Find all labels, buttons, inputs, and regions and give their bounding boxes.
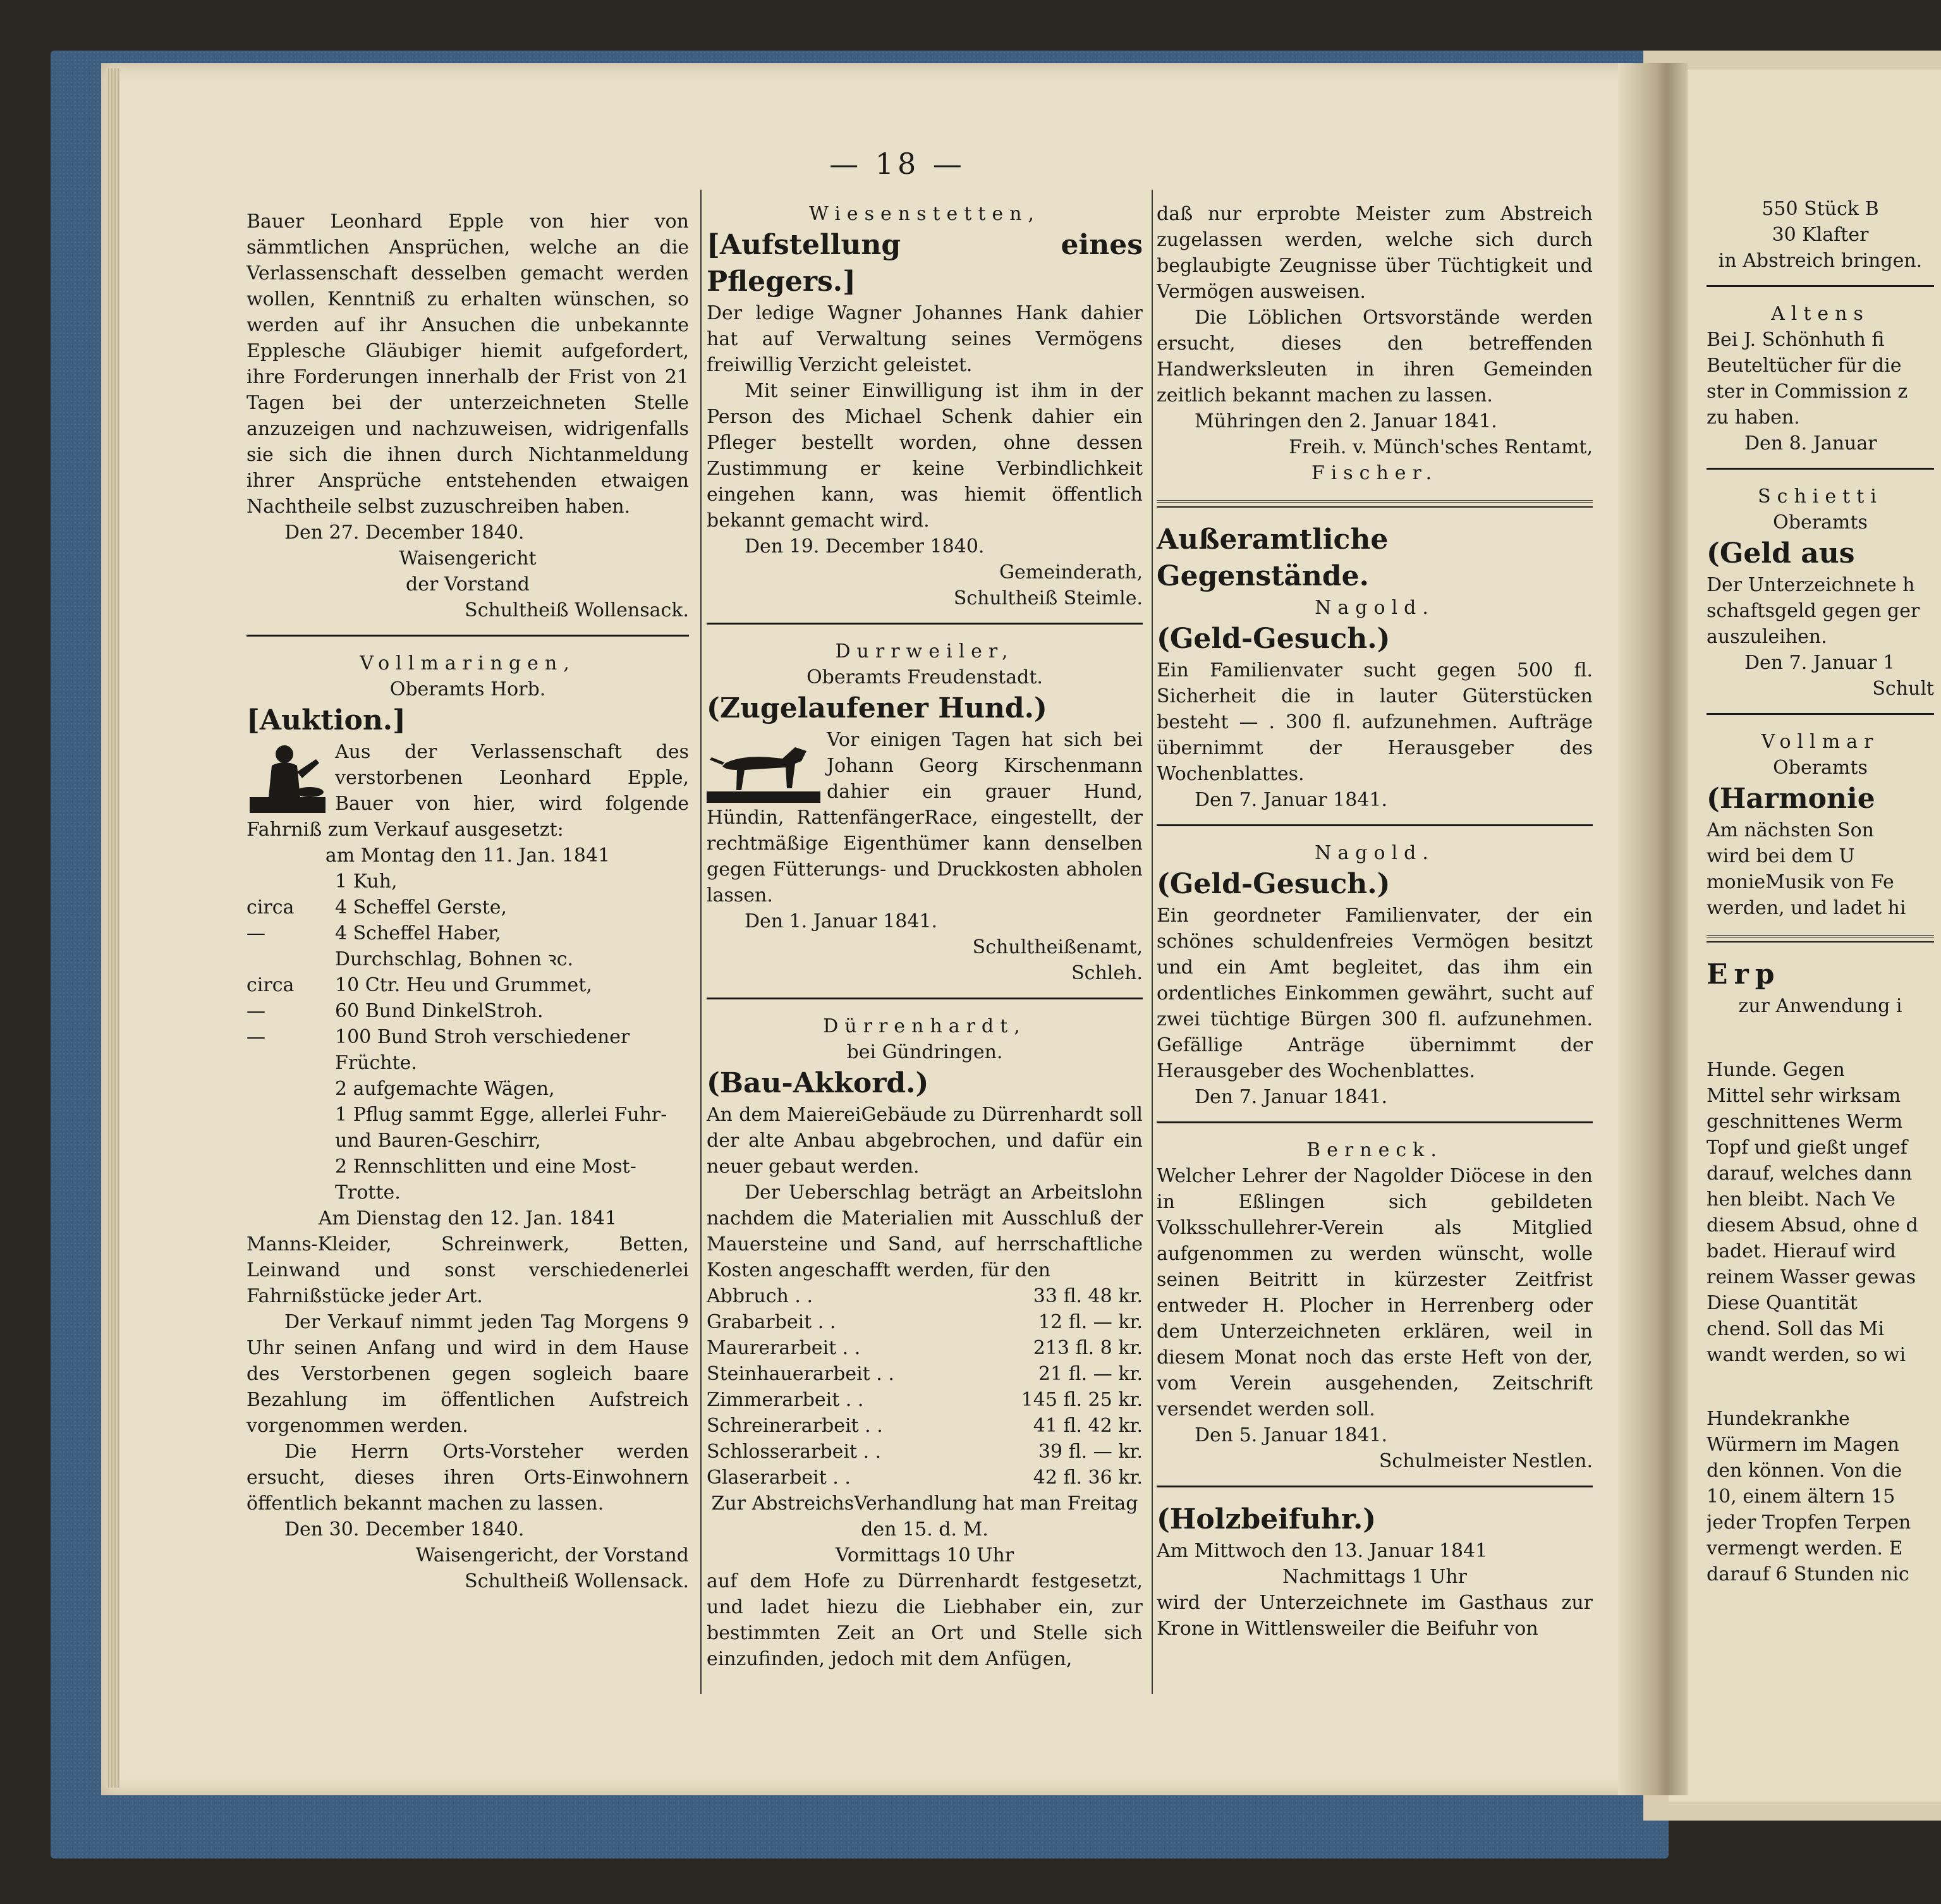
text-line: Diese Quantität [1707,1292,1858,1314]
divider [1707,285,1934,287]
place-heading: Nagold. [1315,597,1435,619]
text-line: ster in Commission z [1707,381,1908,403]
divider [707,623,1143,625]
text-line: Hundekrankhe [1707,1408,1850,1430]
paragraph: Am Mittwoch den 13. Januar 1841 [1157,1540,1488,1562]
item-qualifier [246,1076,335,1102]
text-line: den können. Von die [1707,1460,1902,1482]
signature: Schultheiß Wollensack. [465,599,689,621]
auction-item [246,1102,689,1154]
column-2 [707,201,1143,1672]
cost-row [707,1283,1143,1309]
date: Den 7. Januar 1841. [1195,789,1388,811]
auction-item [246,894,689,920]
date: Den 7. Januar 1 [1744,652,1895,674]
date: Den 7. Januar 1841. [1195,1086,1388,1108]
date: Den 27. December 1840. [284,522,525,544]
sub-heading: zur Anwendung i [1738,995,1902,1017]
text-line: darauf 6 Stunden nic [1707,1563,1909,1585]
auction-item [246,1024,689,1076]
item-text: 2 Rennschlitten und eine Most-Trotte. [335,1156,636,1204]
column-divider [1152,190,1153,1694]
paragraph: Die Löblichen Ortsvorstände werden ersucht, dieses den betreffenden Handwerksleuten in ihren Gemeinden zeitlich bekannt machen zu lassen. [1157,307,1593,406]
column-3 [1157,201,1593,1642]
paragraph: Ein Familienvater sucht gegen 500 fl. Sicherheit die in lauter Güterstücken besteht — . 300 fl. aufzunehmen. Aufträge übernimmt der Herausgeber des Wochenblattes. [1157,659,1593,785]
paragraph: Manns-Kleider, Schreinwerk, Betten, Leinwand und sonst verschiedenerlei Fahrnißstücke jeder Art. [246,1233,689,1307]
cost-item: Schreinerarbeit . . [707,1415,883,1437]
auction-item [246,1154,689,1205]
notice-title: (Geld aus [1707,537,1855,570]
section-title: Erp [1707,958,1781,991]
item-text: 1 Pflug sammt Egge, allerlei Fuhr- und Bauren-Geschirr, [335,1104,667,1152]
item-text: 2 aufgemachte Wägen, [335,1078,555,1100]
page-edges [106,68,120,1788]
paragraph: auf dem Hofe zu Dürrenhardt festgesetzt, und ladet hiezu die Liebhaber ein, zur bestimmten Zeit an Ort und Stelle sich einzufinden, jedoch mit dem Anfügen, [707,1570,1143,1670]
item-text: 10 Ctr. Heu und Grummet, [335,974,592,996]
item-qualifier [246,1102,335,1154]
cost-row [707,1413,1143,1439]
signature: Schultheißenamt, [972,936,1143,958]
text-line: chend. Soll das Mi [1707,1318,1885,1340]
oberamt: Oberamts [1773,511,1868,534]
date: Den 8. Januar [1744,432,1877,455]
item-text: 4 Scheffel Gerste, [335,896,508,918]
text-line: Topf und gießt ungef [1707,1137,1908,1159]
auction-day: am Montag den 11. Jan. 1841 [325,845,611,867]
cost-value: 42 fl. 36 kr. [1033,1467,1143,1489]
cost-value: 33 fl. 48 kr. [1033,1285,1143,1307]
signature: Schultheiß Wollensack. [465,1570,689,1592]
column-divider [700,190,702,1694]
place-heading: Dürrenhardt, [823,1015,1026,1037]
cost-value: 213 fl. 8 kr. [1033,1337,1143,1359]
cost-value: 41 fl. 42 kr. [1033,1415,1143,1437]
paragraph: Bauer Leonhard Epple von hier von sämmtlichen Ansprüchen, welche an die Verlassenschaft desselben gemacht werden wollen, Kenntniß zu erhalten wünschen, so werden auf ihr Ansuchen die unbekannte Epplesche Gläubiger hiemit aufgefordert, ihre Forderungen innerhalb der Frist von 21 Tagen bei der unterzeichneten Stelle anzuzeigen und nachzuweisen, widrigenfalls sie sich die ihnen durch Nichtanmeldung ihrer Ansprüche entstehenden etwaigen Nachtheile selbst zuzuschreiben haben. [246,211,689,518]
divider [707,998,1143,999]
auction-items [246,869,689,1205]
text-line: zu haben. [1707,406,1800,429]
divider [1157,824,1593,826]
column-1 [246,209,689,1594]
place-heading: Durrweiler, [835,640,1014,662]
section-rule [1157,500,1593,508]
signature: Schulmeister Nestlen. [1378,1450,1593,1472]
place-heading: Berneck. [1306,1139,1443,1161]
auction-item [246,920,689,946]
text-line: schaftsgeld gegen ger [1707,600,1920,622]
section-title: Außeramtliche Gegenstände. [1157,523,1389,592]
item-qualifier: — [246,922,265,944]
cost-item: Abbruch . . [707,1285,813,1307]
auction-item [246,998,689,1024]
place-heading: Vollmaringen, [360,652,576,674]
oberamt: Oberamts Horb. [389,678,546,700]
cost-row [707,1439,1143,1465]
cost-row [707,1335,1143,1361]
item-qualifier: circa [246,896,295,918]
notice-title: (Geld-Gesuch.) [1157,868,1390,900]
notice-title: [Aufstellung eines Pflegers.] [707,229,1143,298]
place-heading: Vollmar [1761,731,1880,753]
cost-item: Maurerarbeit . . [707,1337,861,1359]
date: Mühringen den 2. Januar 1841. [1195,410,1497,432]
notice-title: [Auktion.] [246,704,406,736]
cost-row [707,1387,1143,1413]
divider [1707,468,1934,470]
section-rule [1707,935,1934,943]
signature: Schult [1872,678,1934,700]
item-qualifier: — [246,1026,265,1048]
cost-table [707,1283,1143,1491]
place-heading: Schietti [1758,485,1883,508]
signature: Schultheiß Steimle. [953,587,1143,609]
text-line: darauf, welches dann [1707,1163,1913,1185]
date: Den 5. Januar 1841. [1195,1424,1388,1446]
cost-value: 39 fl. — kr. [1038,1441,1143,1463]
oberamt: Oberamts [1773,757,1868,779]
cost-item: Grabarbeit . . [707,1311,836,1333]
place-heading: Altens [1771,303,1870,325]
text-line: Beuteltücher für die [1707,355,1902,377]
signature: Schleh. [1071,962,1143,984]
auction-day: Am Dienstag den 12. Jan. 1841 [318,1207,618,1230]
paragraph: Der ledige Wagner Johannes Hank dahier hat auf Verwaltung seines Vermögens freiwillig Verzicht geleistet. [707,302,1143,376]
paragraph: Welcher Lehrer der Nagolder Diöcese in den in Eßlingen sich gebildeten Volksschullehrer-Verein als Mitglied aufgenommen zu werden wünscht, wolle seinen Beitritt in kürzester Zeitfrist entweder H. Plocher in Herrenberg oder dem Unterzeichneten erklären, weil in diesem Monat noch das erste Heft von der, vom Verein ausgehenden, Zeitschrift versendet werden soll. [1157,1165,1593,1420]
date: Den 1. Januar 1841. [745,910,938,932]
text-line: monieMusik von Fe [1707,871,1894,893]
text-line: 30 Klafter [1772,224,1869,246]
text-line: Hunde. Gegen [1707,1059,1845,1081]
sub-heading: bei Gündringen. [846,1041,1003,1063]
divider [1707,713,1934,715]
auction-illustration [246,740,329,816]
text-line: reinem Wasser gewas [1707,1266,1916,1288]
auction-item [246,869,689,894]
signature: Waisengericht [399,547,537,570]
cost-row [707,1361,1143,1387]
cost-item: Glaserarbeit . . [707,1467,851,1489]
text-line: Mittel sehr wirksam [1707,1085,1901,1107]
paragraph: daß nur erprobte Meister zum Abstreich zugelassen werden, welche sich durch beglaubigte Zeugnisse über Tüchtigkeit und Vermögen ausweisen. [1157,203,1593,303]
column-4 [1707,196,1934,1587]
divider [246,635,689,637]
notice-title: (Zugelaufener Hund.) [707,692,1047,724]
auction-item [246,1076,689,1102]
paragraph: Mit seiner Einwilligung ist ihm in der Person des Michael Schenk dahier ein Pfleger bestellt worden, ohne dessen Zustimmung er keine Verbindlichkeit eingehen kann, was hiemit öffentlich bekannt gemacht wird. [707,380,1143,532]
notice-title: (Harmonie [1707,783,1875,815]
text-line: 550 Stück B [1762,198,1879,220]
text-line: in Abstreich bringen. [1718,250,1923,272]
paragraph: An dem MaiereiGebäude zu Dürrenhardt soll der alte Anbau abgebrochen, und dafür ein neuer gebaut werden. [707,1104,1143,1178]
cost-row [707,1465,1143,1491]
paragraph: Vor einigen Tagen hat sich bei Johann Georg Kirschenmann dahier ein grauer Hund, Hündin, RattenfängerRace, eingestellt, der rechtmäßige Eigenthümer kann denselben gegen Fütterungs- und Druckkosten abholen lassen. [707,729,1143,906]
book-gutter [1618,63,1688,1795]
divider [1157,1121,1593,1123]
text-line: diesem Absud, ohne d [1707,1214,1918,1236]
signature: Gemeinderath, [999,561,1143,583]
text-line: Der Unterzeichnete h [1707,574,1915,596]
divider [1157,1486,1593,1487]
place-heading: Nagold. [1315,842,1435,864]
date: Den 19. December 1840. [745,535,985,558]
item-text: 1 Kuh, [335,870,398,893]
text-line: geschnittenes Werm [1707,1111,1903,1133]
signature: Fischer. [1311,462,1439,484]
signature: Waisengericht, der Vorstand [415,1544,689,1566]
item-qualifier: circa [246,974,295,996]
cost-item: Zimmerarbeit . . [707,1389,864,1411]
time: Nachmittags 1 Uhr [1282,1566,1467,1588]
page-number: — 18 — [829,147,966,181]
cost-row [707,1309,1143,1335]
text-line: auszuleihen. [1707,626,1827,648]
item-text: 4 Scheffel Haber, [335,922,501,944]
notice-title: (Holzbeifuhr.) [1157,1503,1377,1535]
text-line: 10, einem ältern 15 [1707,1486,1895,1508]
text-line: Würmern im Magen [1707,1434,1900,1456]
paragraph: Der Verkauf nimmt jeden Tag Morgens 9 Uhr seinen Anfang und wird in dem Hause des Verstorbenen gegen sogleich baare Bezahlung im öffentlichen Aufstreich vorgenommen werden. [246,1311,689,1437]
cost-item: Steinhauerarbeit . . [707,1363,894,1385]
item-qualifier [246,869,335,894]
text-line: Bei J. Schönhuth fi [1707,329,1885,351]
oberamt: Oberamts Freudenstadt. [806,666,1043,688]
paragraph: Der Ueberschlag beträgt an Arbeitslohn nachdem die Materialien mit Ausschluß der Mauersteine und Sand, auf herrschaftliche Kosten angeschafft werden, für den [707,1181,1143,1281]
auction-item [246,972,689,998]
auction-item [246,946,689,972]
paragraph: Ein geordneter Familienvater, der ein schönes schuldenfreies Vermögen besitzt und ein Amt begleitet, das ihm ein ordentliches Einkommen gewährt, sucht auf zwei tüchtige Bürgen 300 fl. aufzunehmen. Gefällige Anträge übernimmt der Herausgeber des Wochenblattes. [1157,905,1593,1082]
text-line: wird bei dem U [1707,845,1855,867]
text-line: vermengt werden. E [1707,1537,1903,1559]
cost-value: 21 fl. — kr. [1038,1363,1143,1385]
notice-title: (Bau-Akkord.) [707,1067,929,1099]
item-text: Durchschlag, Bohnen ꝛc. [335,948,574,970]
text-line: Am nächsten Son [1707,819,1874,841]
text-line: wandt werden, so wi [1707,1344,1906,1366]
item-qualifier: — [246,1000,265,1022]
cost-value: 145 fl. 25 kr. [1021,1389,1143,1411]
signature: Freih. v. Münch'sches Rentamt, [1289,436,1593,458]
paragraph: Die Herrn Orts-Vorsteher werden ersucht, dieses ihren Orts-Einwohnern öffentlich bekannt machen zu lassen. [246,1441,689,1515]
item-qualifier [246,1154,335,1205]
text-line: jeder Tropfen Terpen [1707,1511,1911,1534]
text-line: badet. Hierauf wird [1707,1240,1896,1262]
date: Den 30. December 1840. [284,1518,525,1541]
cost-item: Schlosserarbeit . . [707,1441,882,1463]
time: Vormittags 10 Uhr [835,1544,1014,1566]
paragraph: Zur AbstreichsVerhandlung hat man Freitag den 15. d. M. [711,1492,1138,1541]
paragraph: wird der Unterzeichnete im Gasthaus zur Krone in Wittlensweiler die Beifuhr von [1157,1592,1593,1640]
text-line: werden, und ladet hi [1707,897,1906,919]
paragraph: Aus der Verlassenschaft des verstorbenen Leonhard Epple, Bauer von hier, wird folgende Fahrniß zum Verkauf ausgesetzt: [246,741,689,841]
dog-illustration [707,728,820,804]
place-heading: Wiesenstetten, [808,203,1041,225]
text-line: hen bleibt. Nach Ve [1707,1188,1895,1211]
item-text: 100 Bund Stroh verschiedener Früchte. [335,1026,630,1074]
signature: der Vorstand [405,573,530,595]
item-qualifier [246,946,335,972]
cost-value: 12 fl. — kr. [1038,1311,1143,1333]
item-text: 60 Bund DinkelStroh. [335,1000,544,1022]
notice-title: (Geld-Gesuch.) [1157,623,1390,655]
